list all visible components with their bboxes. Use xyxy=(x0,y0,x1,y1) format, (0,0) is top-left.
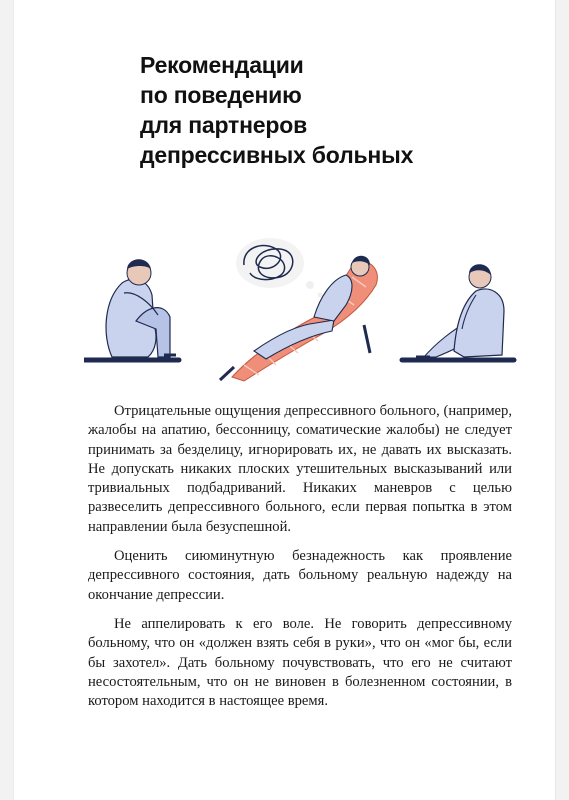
paragraph: Отрицательные ощущения депрессивного больного, (например, жалобы на апатию, бессонницу, соматические жалобы) не следует принимать за безделицу, игнорировать их, не давать их высказать. Не допускать никаких плоских утешительных высказываний или тривиальных подбадриваний. Никаких маневров с целью развеселить депрессивного больного, если первая попытка в этом направлении была безуспешной. xyxy=(88,403,512,535)
page-title xyxy=(140,50,480,170)
title-line: для партнеров xyxy=(140,112,308,138)
sitting-person-left xyxy=(84,259,179,360)
paragraph: Оценить сиюминутную безнадежность как проявление депрессивного состояния, дать больному реальную надежду на окончание депрессии. xyxy=(88,548,512,603)
title-line: Рекомендации xyxy=(140,52,304,78)
sitting-person-right xyxy=(402,264,514,360)
thought-bubble-scribble xyxy=(236,238,323,298)
document-page xyxy=(13,0,556,800)
paragraph: Не аппелировать к его воле. Не говорить депрессивному больному, что он «должен взять себя в руки», что он «мог бы, если бы захотел». Дать больному почувствовать, что его не считают несостоятельным, что он не виновен в болезненном состоянии, в котором находится в настоящее время. xyxy=(88,615,512,710)
title-line: депрессивных больных xyxy=(140,142,414,168)
title-line: по поведению xyxy=(140,82,302,108)
depression-illustration xyxy=(84,225,524,385)
body-text xyxy=(88,402,512,721)
